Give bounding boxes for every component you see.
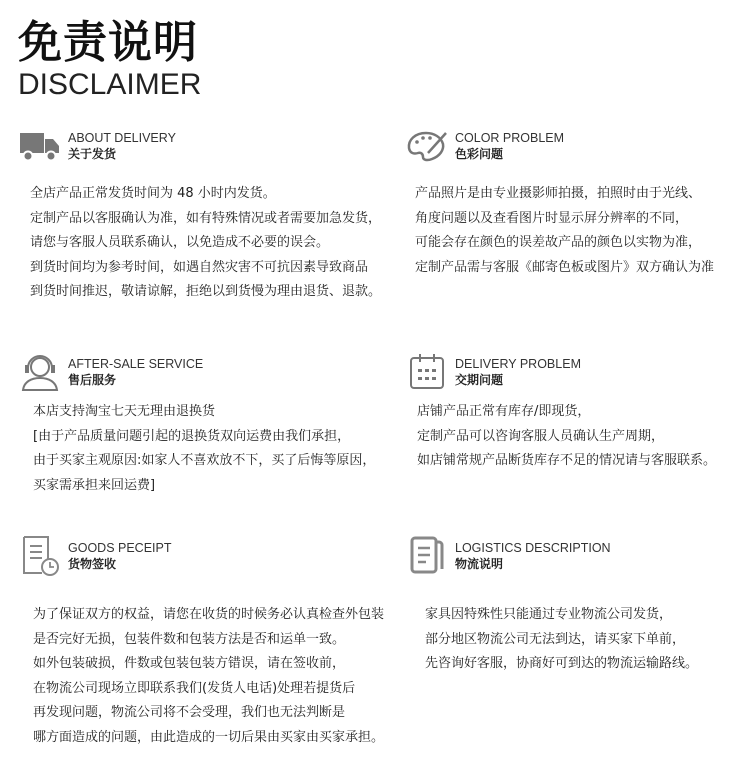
palette-icon — [405, 126, 449, 166]
section-header-delivery-problem — [405, 352, 581, 392]
receipt-clock-icon — [18, 536, 62, 576]
section-title-en: AFTER-SALE SERVICE — [68, 357, 204, 371]
text-line: 为了保证双方的权益，请您在收货的时候务必认真检查外包装 — [33, 607, 385, 622]
text-line: 如店铺常规产品断货库存不足的情况请与客服联系。 — [417, 453, 717, 468]
calendar-icon — [405, 352, 449, 392]
section-title-en: GOODS PECEIPT — [68, 541, 172, 555]
text-line: 产品照片是由专业摄影师拍摄，拍照时由于光线、 — [415, 186, 702, 201]
section-body-goods-receipt — [33, 603, 384, 750]
page-title-en: DISCLAIMER — [18, 68, 202, 101]
section-title-en: ABOUT DELIVERY — [68, 131, 176, 145]
page-title-cn: 免责说明 — [18, 17, 198, 68]
section-title-en: COLOR PROBLEM — [455, 131, 565, 145]
section-header-goods-receipt — [18, 536, 172, 576]
section-title-cn: 售后服务 — [68, 373, 117, 387]
text-line: 家具因特殊性只能通过专业物流公司发货， — [425, 607, 673, 622]
headset-icon — [18, 352, 62, 392]
section-body-logistics — [425, 603, 698, 677]
document-icon — [405, 536, 449, 576]
section-title-cn: 关于发货 — [68, 147, 117, 161]
truck-icon — [18, 126, 62, 166]
section-body-delivery-problem — [417, 400, 716, 474]
text-line: 本店支持淘宝七天无理由退换货 — [33, 404, 216, 419]
text-line: 到货时间推迟，敬请谅解，拒绝以到货慢为理由退货、退款。 — [30, 284, 382, 299]
text-line: [由于产品质量问题引起的退换货双向运费由我们承担， — [33, 428, 351, 444]
text-line: 部分地区物流公司无法到达，请买家下单前， — [425, 631, 686, 647]
text-line: 店铺产品正常有库存/即现货， — [417, 404, 591, 419]
section-title-en: LOGISTICS DESCRIPTION — [455, 541, 611, 555]
text-line: 在物流公司现场立即联系我们(发货人电话)处理若提货后 — [33, 680, 356, 696]
text-line: 是否完好无损，包装件数和包装方法是否和运单一致。 — [33, 631, 346, 647]
section-title-cn: 色彩问题 — [455, 147, 504, 161]
text-line: 如外包装破损，件数或包装包装方错误，请在签收前， — [33, 656, 346, 671]
section-body-color-problem — [415, 182, 714, 280]
section-title-cn: 物流说明 — [455, 557, 504, 571]
text-line: 先咨询好客服，协商好可到达的物流运输路线。 — [425, 656, 699, 671]
section-body-about-delivery — [30, 182, 381, 305]
section-title-en: DELIVERY PROBLEM — [455, 357, 581, 371]
section-header-about-delivery — [18, 126, 176, 166]
section-body-after-sale — [33, 400, 375, 498]
text-line: 到货时间均为参考时间，如遇自然灾害不可抗因素导致商品 — [30, 259, 369, 275]
text-line: 由于买家主观原因:如家人不喜欢放不下，买了后悔等原因， — [33, 453, 376, 468]
text-line: 角度问题以及查看图片时显示屏分辨率的不同， — [415, 210, 689, 226]
text-line: 再发现问题，物流公司将不会受理，我们也无法判断是 — [33, 705, 346, 720]
text-line: 请您与客服人员联系确认，以免造成不必要的误会。 — [30, 235, 330, 250]
section-title-cn: 交期问题 — [455, 373, 504, 387]
section-title-cn: 货物签收 — [68, 557, 117, 571]
text-line: 定制产品以客服确认为准，如有特殊情况或者需要加急发货， — [30, 210, 382, 226]
text-line: 哪方面造成的问题，由此造成的一切后果由买家由买家承担。 — [33, 729, 385, 745]
text-line: 可能会存在颜色的误差故产品的颜色以实物为准， — [415, 235, 702, 250]
text-line: 全店产品正常发货时间为 48 小时内发货。 — [30, 186, 276, 201]
section-header-color-problem — [405, 126, 564, 166]
section-header-logistics — [405, 536, 611, 576]
section-header-after-sale — [18, 352, 203, 392]
text-line: 定制产品可以咨询客服人员确认生产周期， — [417, 428, 665, 444]
text-line: 买家需承担来回运费] — [33, 477, 156, 493]
text-line: 定制产品需与客服《邮寄色板或图片》双方确认为准 — [415, 259, 715, 275]
